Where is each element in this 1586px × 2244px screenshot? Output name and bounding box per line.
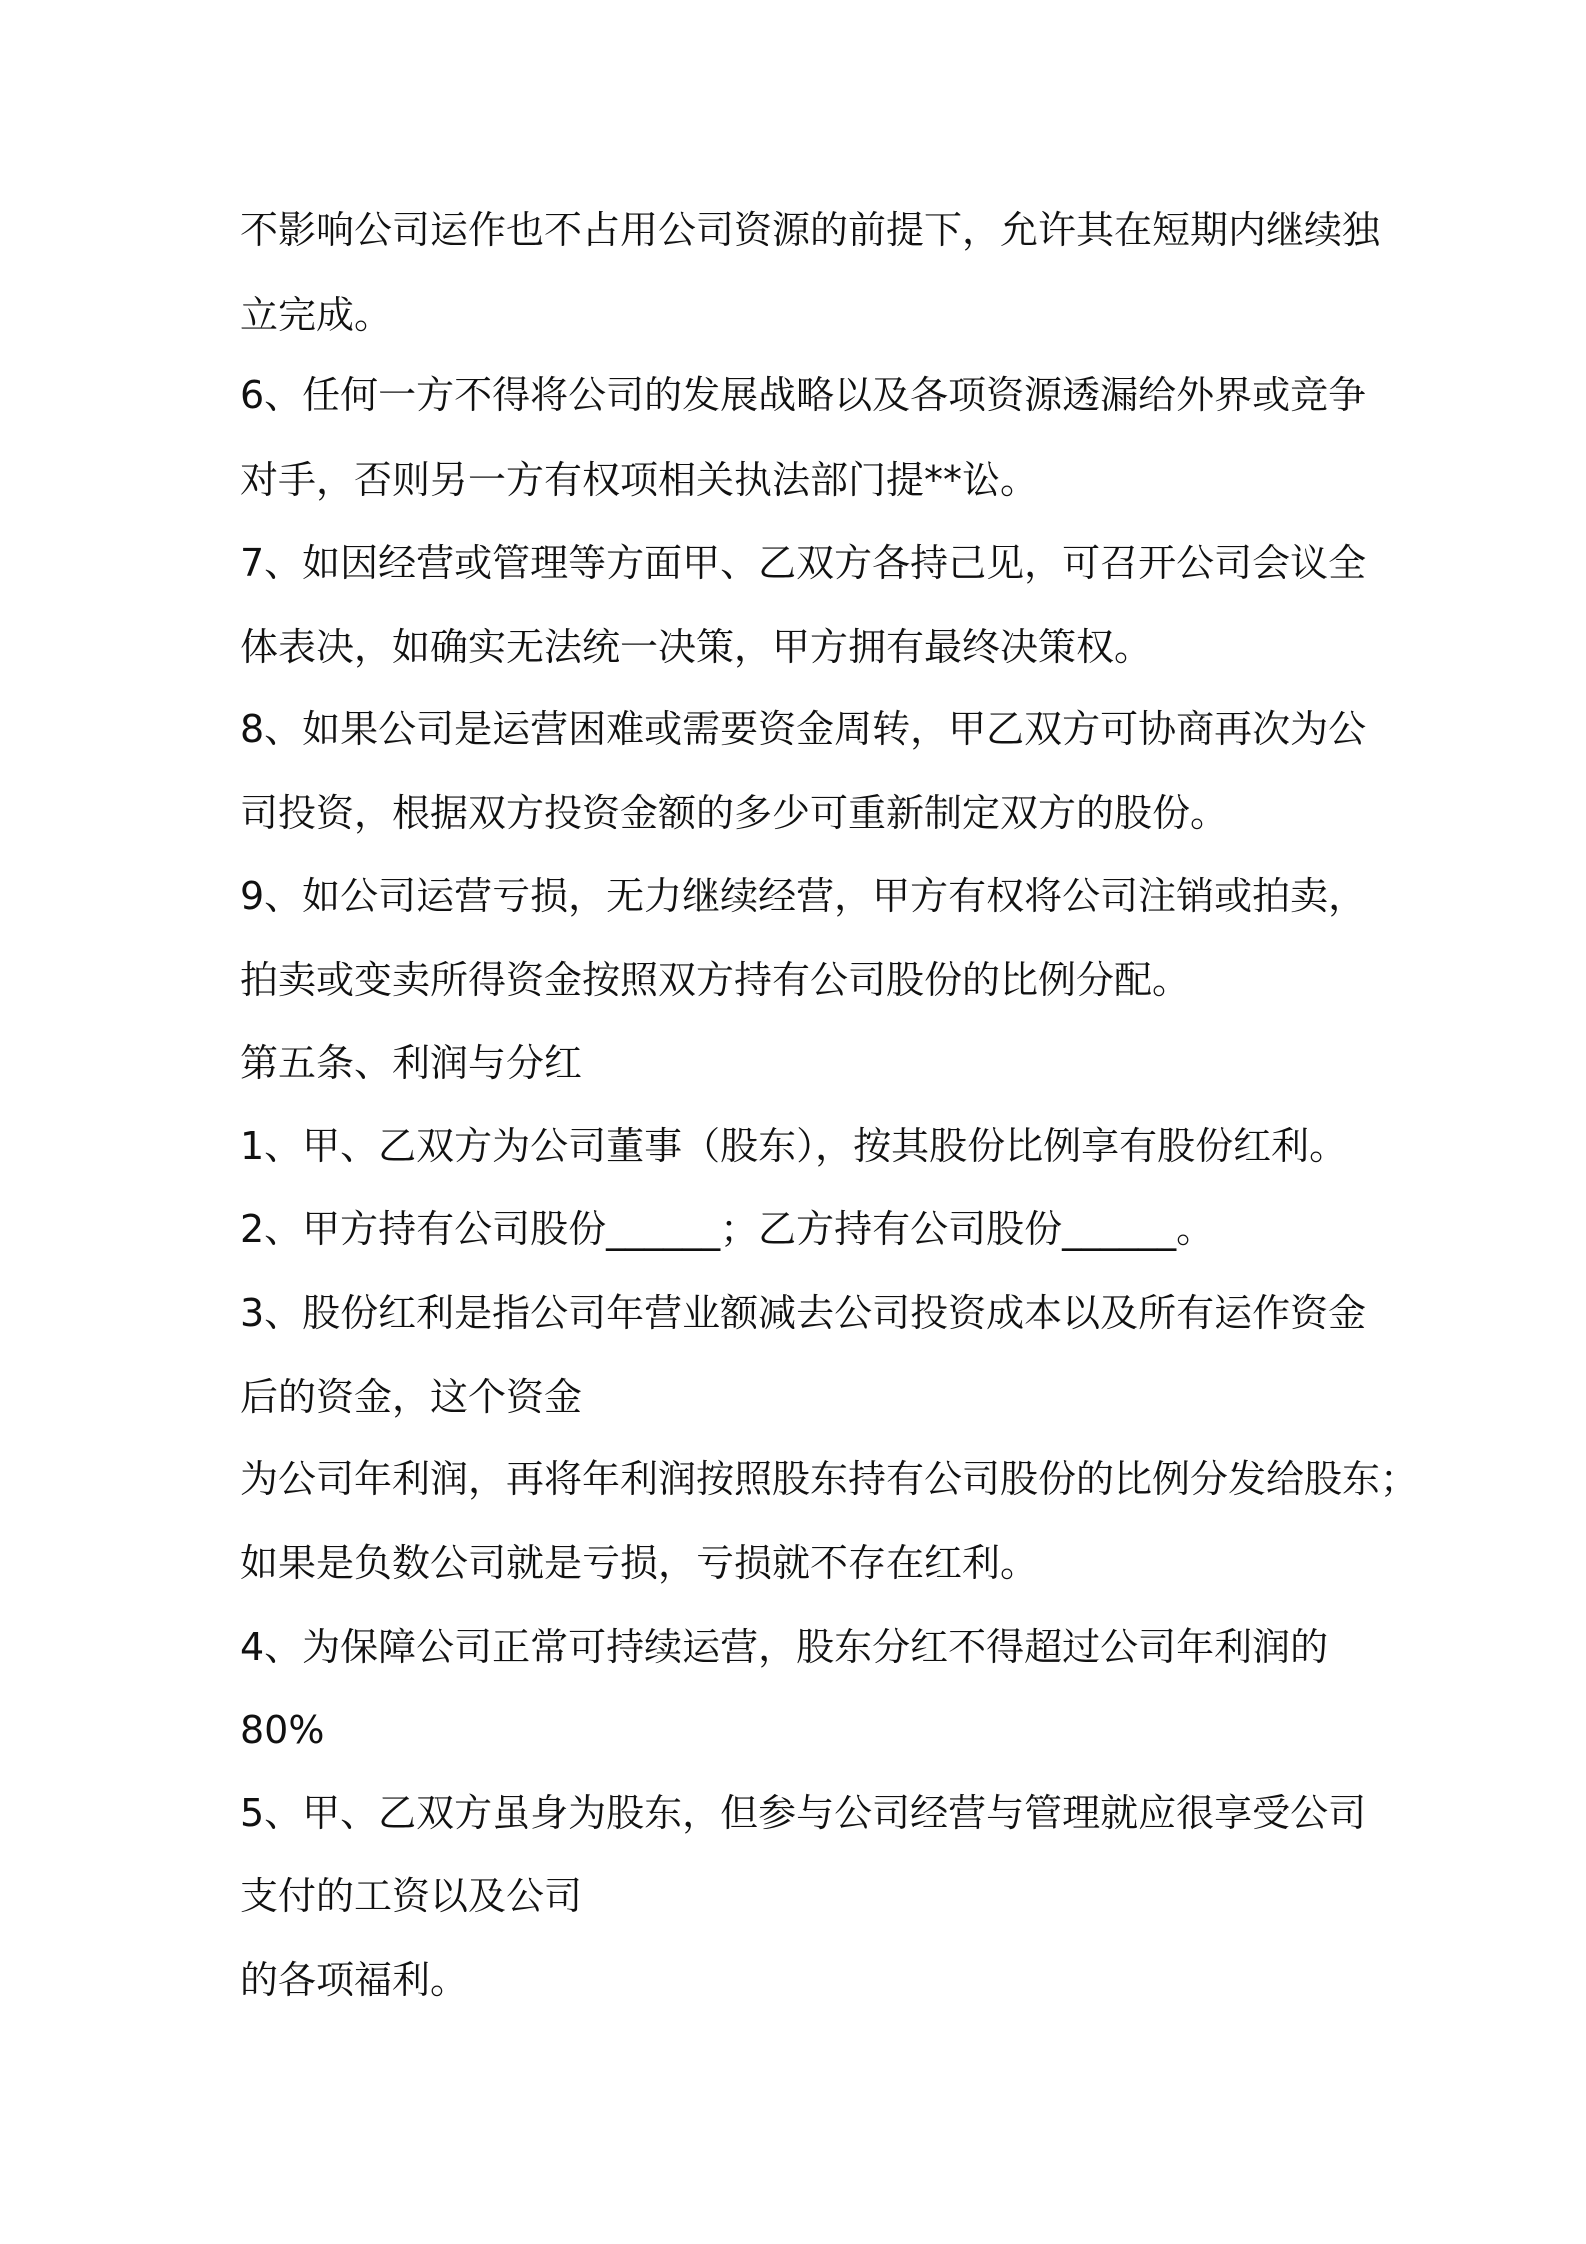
text-line: 立完成。 bbox=[240, 293, 393, 337]
section-heading: 第五条、利润与分红 bbox=[240, 1041, 583, 1085]
text-line: 不影响公司运作也不占用公司资源的前提下，允许其在短期内继续独 bbox=[240, 208, 1381, 252]
text-line: 为公司年利润，再将年利润按照股东持有公司股份的比例分发给股东； bbox=[240, 1457, 1419, 1501]
text-line: 拍卖或变卖所得资金按照双方持有公司股份的比例分配。 bbox=[240, 958, 1191, 1002]
text-line: 如果是负数公司就是亏损，亏损就不存在红利。 bbox=[240, 1541, 1039, 1585]
text-line: 后的资金，这个资金 bbox=[240, 1375, 583, 1419]
text-line: 支付的工资以及公司 bbox=[240, 1874, 583, 1918]
text-line: 80% bbox=[240, 1708, 325, 1752]
text-line: 5、甲、乙双方虽身为股东，但参与公司经营与管理就应很享受公司 bbox=[240, 1791, 1367, 1835]
text-line: 8、如果公司是运营困难或需要资金周转，甲乙双方可协商再次为公 bbox=[240, 707, 1367, 751]
text-line: 的各项福利。 bbox=[240, 1958, 469, 2002]
text-line: 9、如公司运营亏损，无力继续经营，甲方有权将公司注销或拍卖， bbox=[240, 874, 1367, 918]
text-line: 司投资，根据双方投资金额的多少可重新制定双方的股份。 bbox=[240, 791, 1229, 835]
text-line: 6、任何一方不得将公司的发展战略以及各项资源透漏给外界或竞争 bbox=[240, 373, 1367, 417]
text-line: 4、为保障公司正常可持续运营，股东分红不得超过公司年利润的 bbox=[240, 1625, 1329, 1669]
text-line: 3、股份红利是指公司年营业额减去公司投资成本以及所有运作资金 bbox=[240, 1291, 1367, 1335]
text-line: 1、甲、乙双方为公司董事（股东），按其股份比例享有股份红利。 bbox=[240, 1124, 1348, 1168]
text-line: 体表决，如确实无法统一决策，甲方拥有最终决策权。 bbox=[240, 625, 1153, 669]
text-line: 对手，否则另一方有权项相关执法部门提**讼。 bbox=[240, 458, 1039, 502]
text-line: 2、甲方持有公司股份______；乙方持有公司股份______。 bbox=[240, 1207, 1215, 1251]
text-line: 7、如因经营或管理等方面甲、乙双方各持己见，可召开公司会议全 bbox=[240, 541, 1367, 585]
